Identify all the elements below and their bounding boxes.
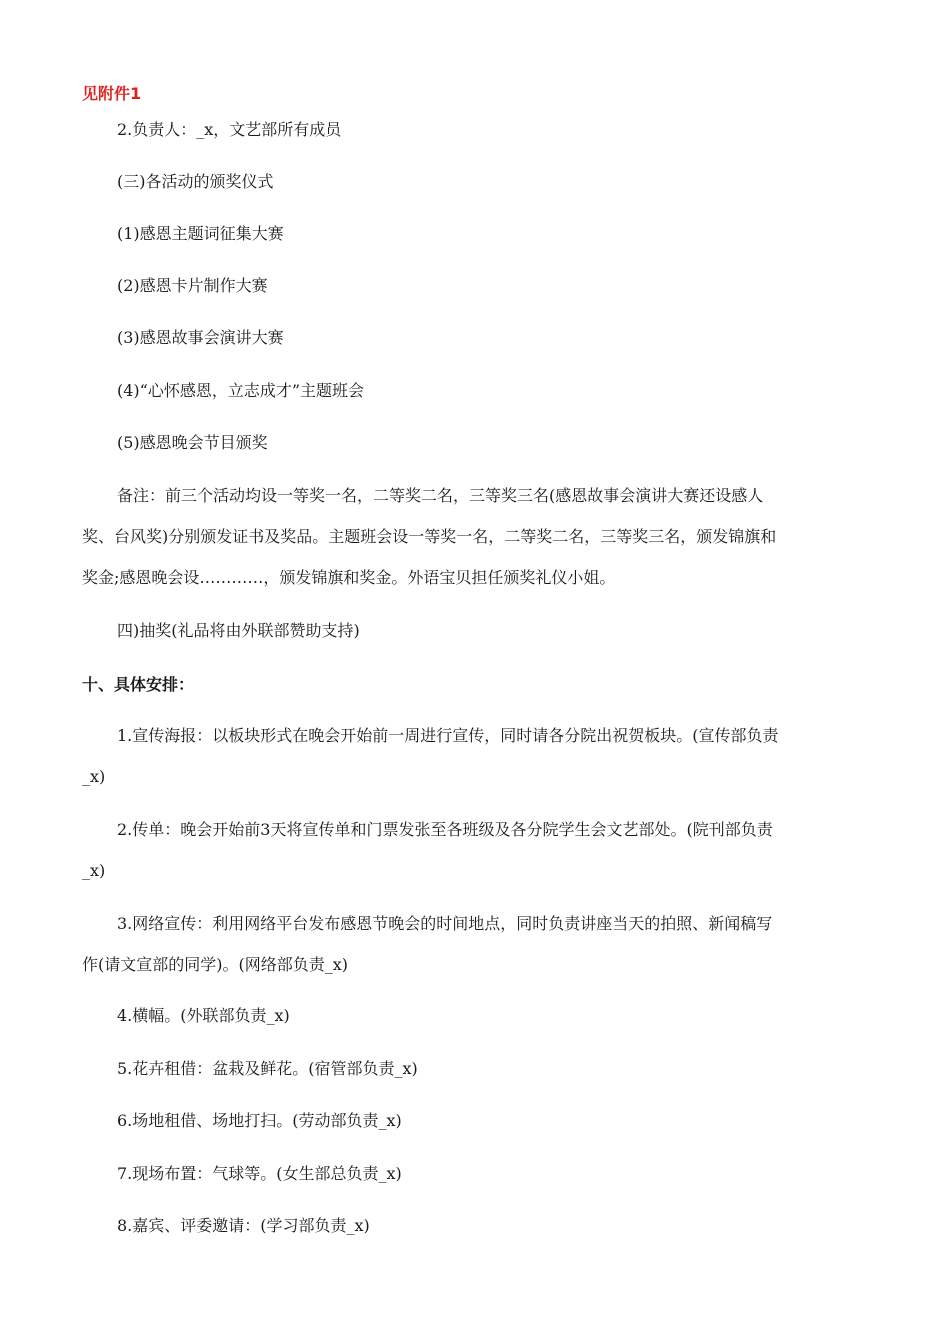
attachment-title: 见附件1: [82, 84, 142, 103]
remark-line-2: 奖、台风奖)分别颁发证书及奖品。主题班会设一等奖一名，二等奖二名，三等奖三名，颁发锦旗和: [82, 527, 777, 546]
arrangement-3-line-2: 作(请文宣部的同学)。(网络部负责_x): [82, 955, 348, 974]
arrangement-3-line-1: 3.网络宣传：利用网络平台发布感恩节晚会的时间地点，同时负责讲座当天的拍照、新闻稿写: [117, 914, 773, 933]
arrangement-5: 5.花卉租借：盆栽及鲜花。(宿管部负责_x): [117, 1059, 418, 1078]
award-item-4: (4)“心怀感恩，立志成才”主题班会: [117, 381, 365, 400]
responsible-line: 2.负责人：_x，文艺部所有成员: [117, 120, 342, 139]
arrangement-2-line-2: _x): [82, 861, 106, 880]
section-3-heading: (三)各活动的颁奖仪式: [117, 172, 274, 191]
remark-line-3: 奖金;感恩晚会设…………，颁发锦旗和奖金。外语宝贝担任颁奖礼仪小姐。: [82, 568, 616, 587]
arrangement-4: 4.横幅。(外联部负责_x): [117, 1006, 290, 1025]
award-item-5: (5)感恩晚会节目颁奖: [117, 433, 268, 452]
arrangement-1-line-1: 1.宣传海报：以板块形式在晚会开始前一周进行宣传，同时请各分院出祝贺板块。(宣传部负责: [117, 726, 779, 745]
award-item-1: (1)感恩主题词征集大赛: [117, 224, 284, 243]
arrangement-2-line-1: 2.传单：晚会开始前3天将宣传单和门票发张至各班级及各分院学生会文艺部处。(院刊部负责: [117, 820, 773, 839]
award-item-3: (3)感恩故事会演讲大赛: [117, 328, 284, 347]
arrangement-6: 6.场地租借、场地打扫。(劳动部负责_x): [117, 1111, 402, 1130]
section-4-heading: 四)抽奖(礼品将由外联部赞助支持): [117, 621, 360, 640]
arrangement-7: 7.现场布置：气球等。(女生部总负责_x): [117, 1164, 402, 1183]
award-item-2: (2)感恩卡片制作大赛: [117, 276, 268, 295]
section-10-heading: 十、具体安排：: [82, 675, 195, 694]
arrangement-8: 8.嘉宾、评委邀请：(学习部负责_x): [117, 1216, 370, 1235]
arrangement-1-line-2: _x): [82, 767, 106, 786]
remark-line-1: 备注：前三个活动均设一等奖一名，二等奖二名，三等奖三名(感恩故事会演讲大赛还设感人: [117, 486, 764, 505]
